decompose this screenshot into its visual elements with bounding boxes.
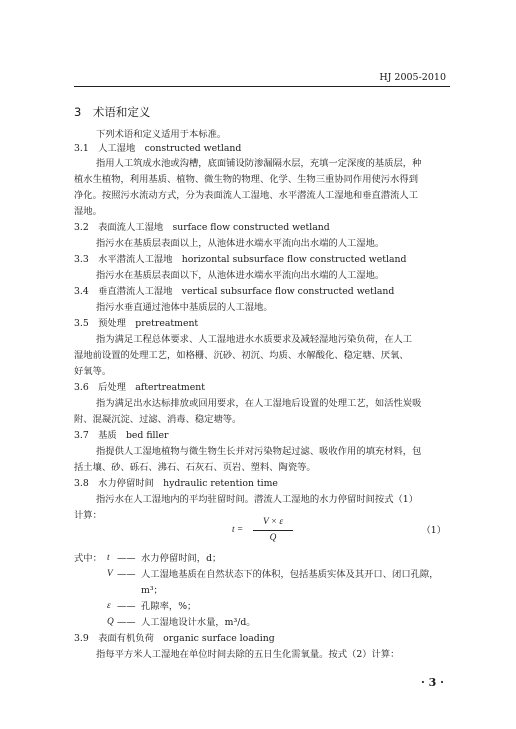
term-body-line: 指用人工筑成水池或沟槽，底面铺设防渗漏隔水层，充填一定深度的基质层，种 [96,158,422,169]
term-heading: 3.1 人工湿地 constructed wetland [74,143,242,154]
where-desc: 水力停留时间，d； [141,553,222,564]
where-dash: —— [117,569,136,580]
where-dash: —— [117,553,136,564]
formula-denominator: Q [269,533,277,543]
header-rule [74,86,450,87]
where-symbol: V [107,569,113,579]
term-heading: 3.2 表面流人工湿地 surface flow constructed wetland [74,222,330,233]
term-body-line: 附、混凝沉淀、过滤、消毒、稳定塘等。 [74,414,242,425]
term-body-line: 指为满足工程总体要求、人工湿地进水水质要求及减轻湿地污染负荷，在人工 [96,334,413,345]
term-body-line: 括土壤、砂、砾石、沸石、石灰石、页岩、塑料、陶瓷等。 [74,462,316,473]
term-body-line: 指污水垂直通过池体中基质层的人工湿地。 [96,302,273,313]
formula-number: （1） [421,525,446,536]
term-body-line: 计算： [74,510,102,521]
term-heading: 3.4 垂直潜流人工湿地 vertical subsurface flow constructed wetland [74,286,395,297]
formula-numerator: V × ε [253,516,293,531]
term-body-line: 指污水在基质层表面以下，从池体进水端水平流向出水端的人工湿地。 [96,270,385,281]
term-body-line: 指为满足出水达标排放或回用要求，在人工湿地后设置的处理工艺，如活性炭吸 [96,398,422,409]
where-desc: 人工湿地设计水量，m³/d。 [141,617,256,628]
page-number: · 3 · [421,676,444,689]
term-heading: 3.6 后处理 aftertreatment [74,382,205,393]
document-id: HJ 2005-2010 [379,72,446,83]
term-heading: 3.9 表面有机负荷 organic surface loading [74,633,275,644]
where-desc: 孔隙率，%； [141,601,197,612]
where-symbol: ε [107,601,111,611]
term-body-line: 指污水在基质层表面以上，从池体进水端水平流向出水端的人工湿地。 [96,238,385,249]
term-body-line: 湿地前设置的处理工艺，如格栅、沉砂、初沉、均质、水解酸化、稳定塘、厌氧、 [74,350,409,361]
where-desc-continued: m³； [141,585,163,596]
term-heading: 3.7 基质 bed filler [74,430,169,441]
term-heading: 3.5 预处理 pretreatment [74,318,199,329]
term-heading: 3.8 水力停留时间 hydraulic retention time [74,478,278,489]
term-heading: 3.3 水平潜流人工湿地 horizontal subsurface flow constructed wetland [74,254,407,265]
formula-lhs: t = [232,525,244,535]
where-lead: 式中： [74,553,102,564]
where-symbol: t [107,553,110,563]
where-dash: —— [117,617,136,628]
section-title: 3 术语和定义 [74,105,151,119]
where-desc: 人工湿地基质在自然状态下的体积，包括基质实体及其开口、闭口孔隙， [141,569,439,580]
intro-text: 下列术语和定义适用于本标准。 [96,129,227,140]
term-body-line: 指每平方米人工湿地在单位时间去除的五日生化需氧量。按式（2）计算： [96,649,400,660]
term-body-line: 净化。按照污水流动方式，分为表面流人工湿地、水平潜流人工湿地和垂直潜流人工 [74,190,418,201]
term-body-line: 指提供人工湿地植物与微生物生长并对污染物起过滤、吸收作用的填充材料，包 [96,446,422,457]
term-body-line: 指污水在人工湿地内的平均驻留时间。潜流人工湿地的水力停留时间按式（1） [96,494,419,505]
where-symbol: Q [107,617,114,627]
term-body-line: 湿地。 [74,206,102,217]
term-body-line: 植水生植物，利用基质、植物、微生物的物理、化学、生物三重协同作用使污水得到 [74,174,418,185]
where-dash: —— [117,601,136,612]
formula-fraction [253,516,293,545]
term-body-line: 好氧等。 [74,366,112,377]
